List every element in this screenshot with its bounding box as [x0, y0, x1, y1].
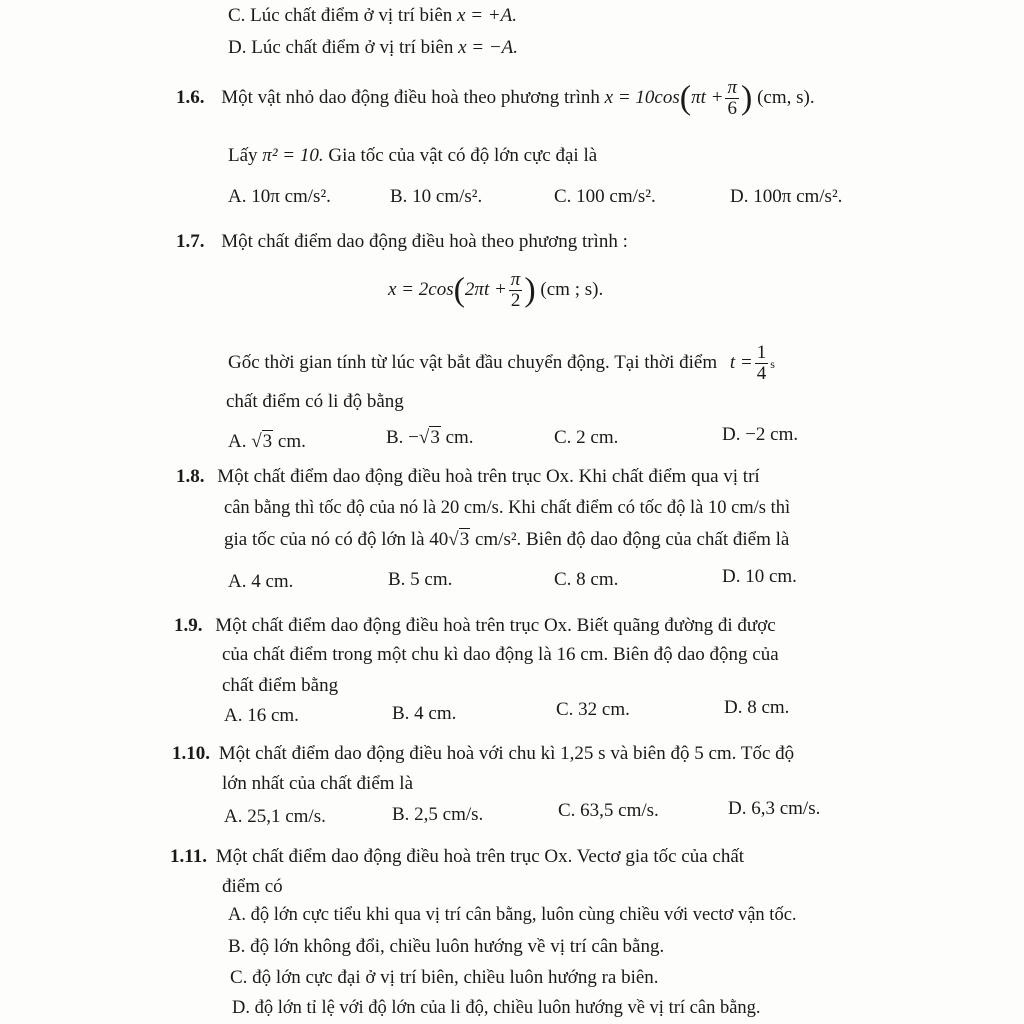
- q17-line2: chất điểm có li độ bằng: [226, 391, 404, 412]
- q17-option-d: D. −2 cm.: [722, 424, 799, 445]
- q111-number: 1.11.: [170, 846, 207, 867]
- q110-line1: 1.10. Một chất điểm dao động điều hoà với chu kì 1,25 s và biên độ 5 cm. Tốc độ: [172, 743, 795, 764]
- q19-line3: chất điểm bằng: [222, 675, 339, 696]
- q19-option-d: D. 8 cm.: [724, 697, 790, 718]
- q19-option-a: A. 16 cm.: [224, 705, 299, 726]
- q18-number: 1.8.: [176, 466, 205, 487]
- q18-line3: gia tốc của nó có độ lớn là 40√3 cm/s². Biên độ dao động của chất điểm là: [224, 529, 790, 550]
- q16-number: 1.6.: [176, 86, 205, 108]
- q18-option-a: A. 4 cm.: [228, 571, 294, 592]
- q19-option-b: B. 4 cm.: [392, 703, 457, 724]
- q17-stem: 1.7. Một chất điểm dao động điều hoà theo phương trình :: [176, 231, 628, 252]
- q19-line2: của chất điểm trong một chu kì dao động là 16 cm. Biên độ dao động của: [222, 644, 779, 665]
- q15-option-c: C. Lúc chất điểm ở vị trí biên x = +A.: [228, 5, 517, 26]
- q17-number: 1.7.: [176, 231, 205, 252]
- q18-line1: 1.8. Một chất điểm dao động điều hoà trên trục Ox. Khi chất điểm qua vị trí: [176, 466, 760, 487]
- q16-option-b: B. 10 cm/s².: [390, 186, 483, 207]
- q17-option-c: C. 2 cm.: [554, 427, 619, 448]
- q111-line2: điểm có: [222, 876, 283, 897]
- q111-option-b: B. độ lớn không đổi, chiều luôn hướng về vị trí cân bằng.: [228, 936, 665, 957]
- q110-option-d: D. 6,3 cm/s.: [728, 798, 821, 819]
- q19-line1: 1.9. Một chất điểm dao động điều hoà trên trục Ox. Biết quãng đường đi được: [174, 615, 776, 636]
- q16-given: Lấy π² = 10. Gia tốc của vật có độ lớn cực đại là: [228, 145, 598, 166]
- q19-option-c: C. 32 cm.: [556, 699, 630, 720]
- q18-option-b: B. 5 cm.: [388, 569, 453, 590]
- q19-number: 1.9.: [174, 615, 203, 636]
- q15-option-d: D. Lúc chất điểm ở vị trí biên x = −A.: [228, 37, 519, 58]
- q17-line1: Gốc thời gian tính từ lúc vật bắt đầu chuyển động. Tại thời điểm t = $\frac{1}{4}$ s: [228, 342, 775, 384]
- q16-equation: x = 10cos: [604, 86, 680, 108]
- q110-option-a: A. 25,1 cm/s.: [224, 806, 326, 827]
- q110-line2: lớn nhất của chất điểm là: [222, 773, 414, 794]
- q110-option-b: B. 2,5 cm/s.: [392, 804, 484, 825]
- q110-number: 1.10.: [172, 743, 210, 764]
- q111-option-d: D. độ lớn tỉ lệ với độ lớn của li độ, chiều luôn hướng về vị trí cân bằng.: [232, 998, 761, 1018]
- q111-option-a: A. độ lớn cực tiểu khi qua vị trí cân bằng, luôn cùng chiều với vectơ vận tốc.: [228, 905, 797, 925]
- q16-option-d: D. 100π cm/s².: [730, 186, 843, 207]
- q17-option-a: A. √3 cm.: [228, 431, 306, 452]
- q16-option-c: C. 100 cm/s².: [554, 186, 656, 207]
- q111-option-c: C. độ lớn cực đại ở vị trí biên, chiều luôn hướng ra biên.: [230, 967, 659, 988]
- q18-option-c: C. 8 cm.: [554, 569, 619, 590]
- q110-option-c: C. 63,5 cm/s.: [558, 800, 659, 821]
- q18-line2: cân bằng thì tốc độ của nó là 20 cm/s. Khi chất điểm có tốc độ là 10 cm/s thì: [224, 498, 791, 518]
- q18-option-d: D. 10 cm.: [722, 566, 797, 587]
- q16-option-a: A. 10π cm/s².: [228, 186, 331, 207]
- q17-option-b: B. −√3 cm.: [386, 427, 474, 448]
- q17-equation: x = 2cos(2πt + $\frac{\pi}{2}$ ) (cm ; s).: [388, 269, 604, 311]
- q16-stem: 1.6. Một vật nhỏ dao động điều hoà theo phương trình x = 10cos(πt + $\frac{\pi}{6}$ ) (cm, s).: [176, 77, 815, 119]
- q111-line1: 1.11. Một chất điểm dao động điều hoà trên trục Ox. Vectơ gia tốc của chất: [170, 846, 745, 867]
